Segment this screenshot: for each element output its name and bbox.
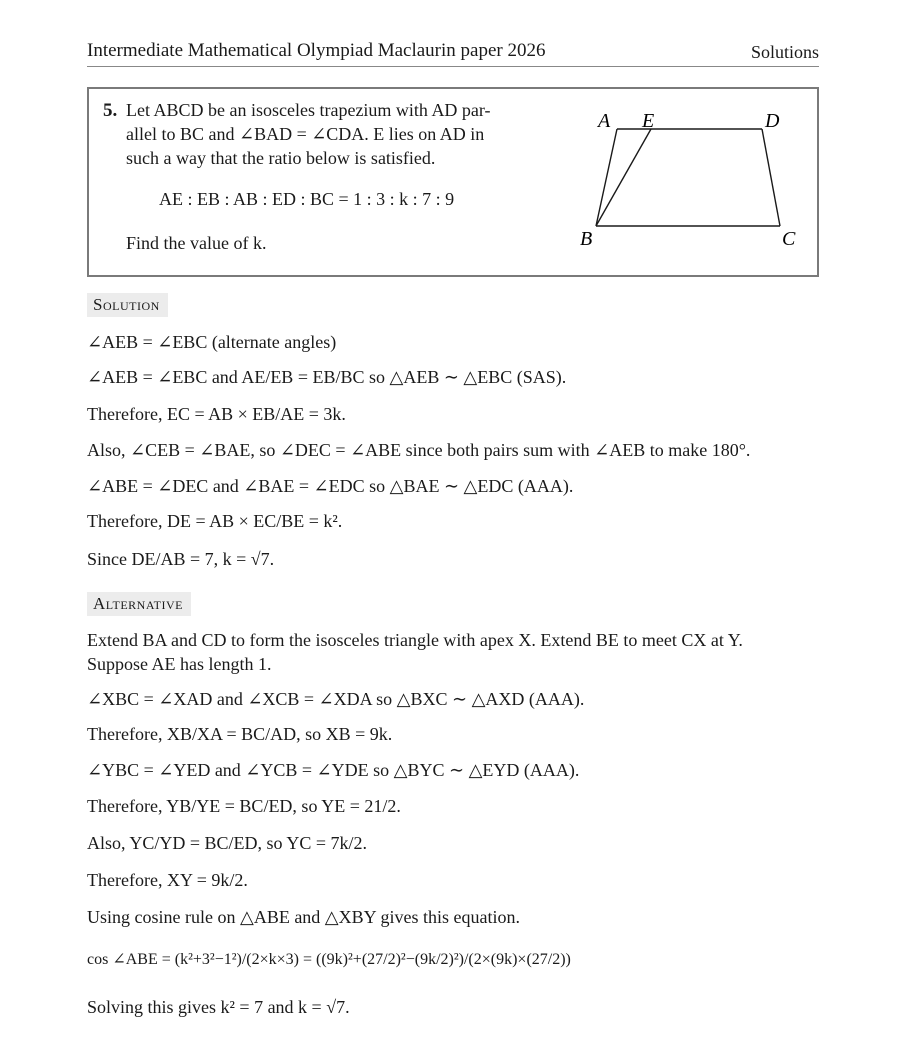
running-header-title: Intermediate Mathematical Olympiad Maclaurin paper 2026 xyxy=(87,40,546,61)
label-b: B xyxy=(580,228,593,250)
alternative-heading: Alternative xyxy=(87,592,191,616)
side-dc xyxy=(762,129,780,226)
running-header-section: Solutions xyxy=(750,42,819,62)
alternative-line-3: ∠XBC = ∠XAD and ∠XCB = ∠XDA so △BXC ∼ △AXD (AAA). xyxy=(87,689,585,709)
solution-line-6: Therefore, DE = AB × EC/BE = k². xyxy=(87,511,343,531)
question-ask: Find the value of k. xyxy=(126,233,267,253)
alternative-line-5: ∠YBC = ∠YED and ∠YCB = ∠YDE so △BYC ∼ △EYD (AAA). xyxy=(87,760,580,780)
alternative-line-4: Therefore, XB/XA = BC/AD, so XB = 9k. xyxy=(87,724,393,744)
trapezium-figure xyxy=(560,100,810,260)
question-line-1: Let ABCD be an isosceles trapezium with AD par- xyxy=(126,100,491,120)
header-rule xyxy=(87,66,819,67)
alternative-line-6: Therefore, YB/YE = BC/ED, so YE = 21/2. xyxy=(87,796,401,816)
alternative-line-11: Solving this gives k² = 7 and k = √7. xyxy=(87,997,350,1017)
solution-line-2: ∠AEB = ∠EBC and AE/EB = EB/BC so △AEB ∼ △EBC (SAS). xyxy=(87,367,567,387)
question-number: 5. xyxy=(103,100,118,121)
question-ratio: AE : EB : AB : ED : BC = 1 : 3 : k : 7 : 9 xyxy=(159,189,455,209)
alternative-line-9: Using cosine rule on △ABE and △XBY gives this equation. xyxy=(87,907,520,927)
label-e: E xyxy=(642,110,655,132)
solution-line-7: Since DE/AB = 7, k = √7. xyxy=(87,549,275,569)
alternative-line-2: Suppose AE has length 1. xyxy=(87,654,272,674)
question-line-3: such a way that the ratio below is satisfied. xyxy=(126,148,436,168)
alternative-line-8: Therefore, XY = 9k/2. xyxy=(87,870,248,890)
solution-line-1: ∠AEB = ∠EBC (alternate angles) xyxy=(87,332,337,352)
segment-be xyxy=(596,129,651,226)
label-c: C xyxy=(782,228,796,250)
question-line-2: allel to BC and ∠BAD = ∠CDA. E lies on AD in xyxy=(126,124,485,144)
solution-line-4: Also, ∠CEB = ∠BAE, so ∠DEC = ∠ABE since both pairs sum with ∠AEB to make 180°. xyxy=(87,440,751,460)
label-d: D xyxy=(765,110,780,132)
solution-heading: Solution xyxy=(87,293,168,317)
label-a: A xyxy=(598,110,611,132)
solution-line-3: Therefore, EC = AB × EB/AE = 3k. xyxy=(87,404,346,424)
alternative-line-1: Extend BA and CD to form the isosceles triangle with apex X. Extend BE to meet CX at Y. xyxy=(87,630,743,650)
solution-line-5: ∠ABE = ∠DEC and ∠BAE = ∠EDC so △BAE ∼ △EDC (AAA). xyxy=(87,476,574,496)
side-ab xyxy=(596,129,617,226)
alternative-line-7: Also, YC/YD = BC/ED, so YC = 7k/2. xyxy=(87,833,367,853)
cosine-rule-equation: cos ∠ABE = (k²+3²−1²)/(2×k×3) = ((9k)²+(27/2)²−(9k/2)²)/(2×(9k)×(27/2)) xyxy=(87,951,571,968)
